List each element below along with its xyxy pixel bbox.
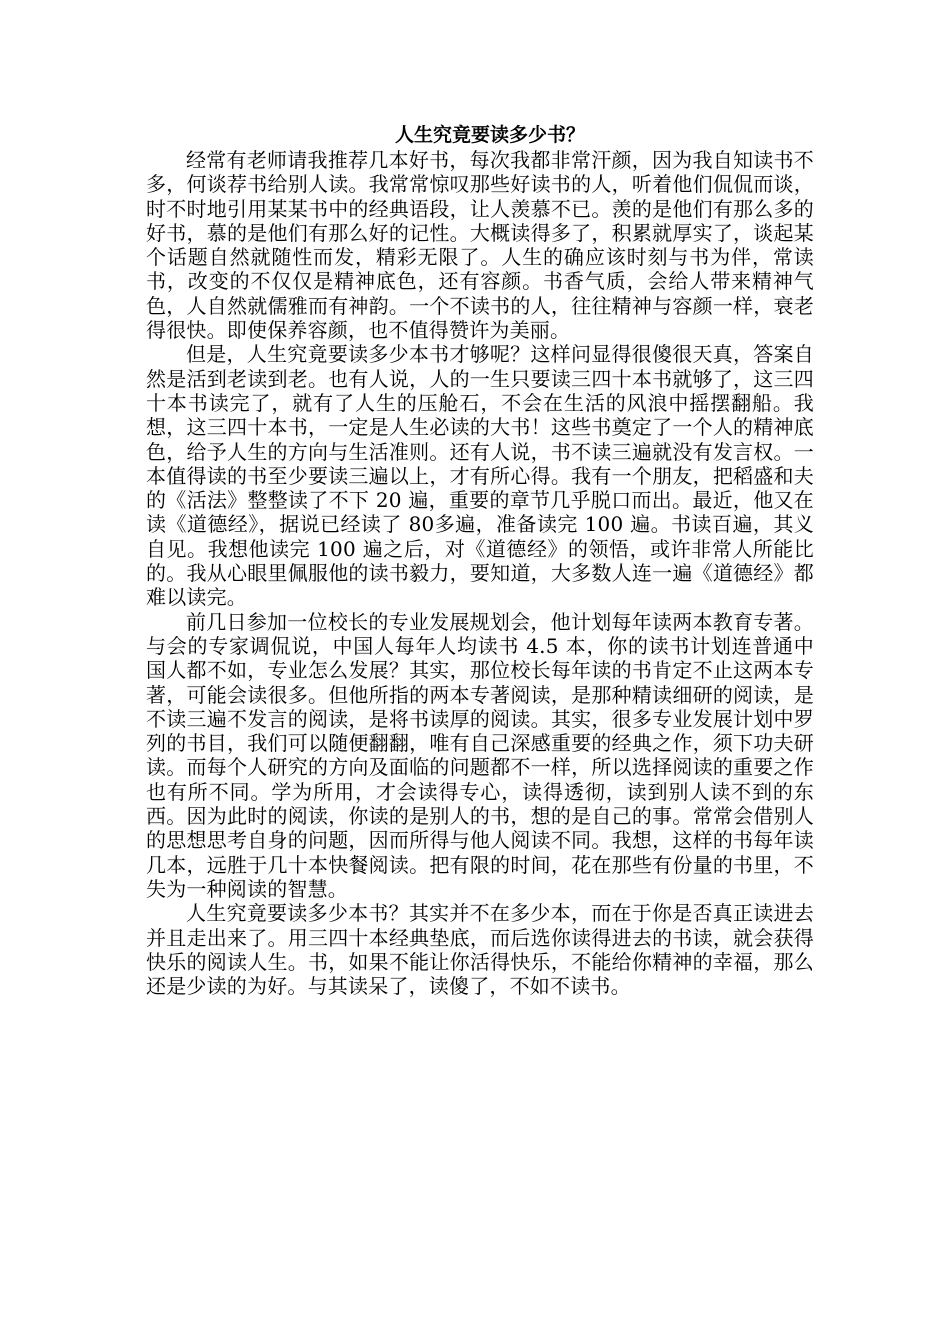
- paragraph-3: 前几日参加一位校长的专业发展规划会，他计划每年读两本教育专著。与会的专家调侃说，中国人每年人均读书 4.5 本，你的读书计划连普通中国人都不如，专业怎么发展？其实，那位校长每年读的书肯定不止这两本专著，可能会读很多。但他所指的两本专著阅读，是那种精读细研的阅读，是不读三遍不发言的阅读，是将书读厚的阅读。其实，很多专业发展计划中罗列的书目，我们可以随便翻翻，唯有自己深感重要的经典之作，须下功夫研读。而每个人研究的方向及面临的问题都不一样，所以选择阅读的重要之作也有所不同。学为所用，才会读得专心，读得透彻，读到别人读不到的东西。因为此时的阅读，你读的是别人的书，想的是自己的事。常常会借别人的思想思考自身的问题，因而所得与他人阅读不同。我想，这样的书每年读几本，远胜于几十本快餐阅读。把有限的时间，花在那些有份量的书里，不失为一种阅读的智慧。: [146, 609, 814, 901]
- paragraph-1: 经常有老师请我推荐几本好书，每次我都非常汗颜，因为我自知读书不多，何谈荐书给别人读。我常常惊叹那些好读书的人，听着他们侃侃而谈，时不时地引用某某书中的经典语段，让人羡慕不已。羡的是他们有那么多的好书，慕的是他们有那么好的记性。大概读得多了，积累就厚实了，谈起某个话题自然就随性而发，精彩无限了。人生的确应该时刻与书为伴，常读书，改变的不仅仅是精神底色，还有容颜。书香气质，会给人带来精神气色，人自然就儒雅而有神韵。一个不读书的人，往往精神与容颜一样，衰老得很快。即使保养容颜，也不值得赞许为美丽。: [146, 148, 814, 343]
- document-body: [146, 122, 814, 998]
- paragraph-4: 人生究竟要读多少本书？其实并不在多少本，而在于你是否真正读进去并且走出来了。用三四十本经典垫底，而后选你读得进去的书读，就会获得快乐的阅读人生。书，如果不能让你活得快乐，不能给你精神的幸福，那么还是少读的为好。与其读呆了，读傻了，不如不读书。: [146, 901, 814, 999]
- document-title: 人生究竟要读多少书？: [394, 124, 585, 146]
- paragraph-2: 但是，人生究竟要读多少本书才够呢？这样问显得很傻很天真，答案自然是活到老读到老。也有人说，人的一生只要读三四十本书就够了，这三四十本书读完了，就有了人生的压舱石，不会在生活的风浪中摇摆翻船。我想，这三四十本书，一定是人生必读的大书！这些书奠定了一个人的精神底色，给予人生的方向与生活准则。还有人说，书不读三遍就没有发言权。一本值得读的书至少要读三遍以上，才有所心得。我有一个朋友，把稻盛和夫的《活法》整整读了不下 20 遍，重要的章节几乎脱口而出。最近，他又在读《道德经》，据说已经读了 80多遍，准备读完 100 遍。书读百遍，其义自见。我想他读完 100 遍之后，对《道德经》的领悟，或许非常人所能比的。我从心眼里佩服他的读书毅力，要知道，大多数人连一遍《道德经》都难以读完。: [146, 342, 814, 610]
